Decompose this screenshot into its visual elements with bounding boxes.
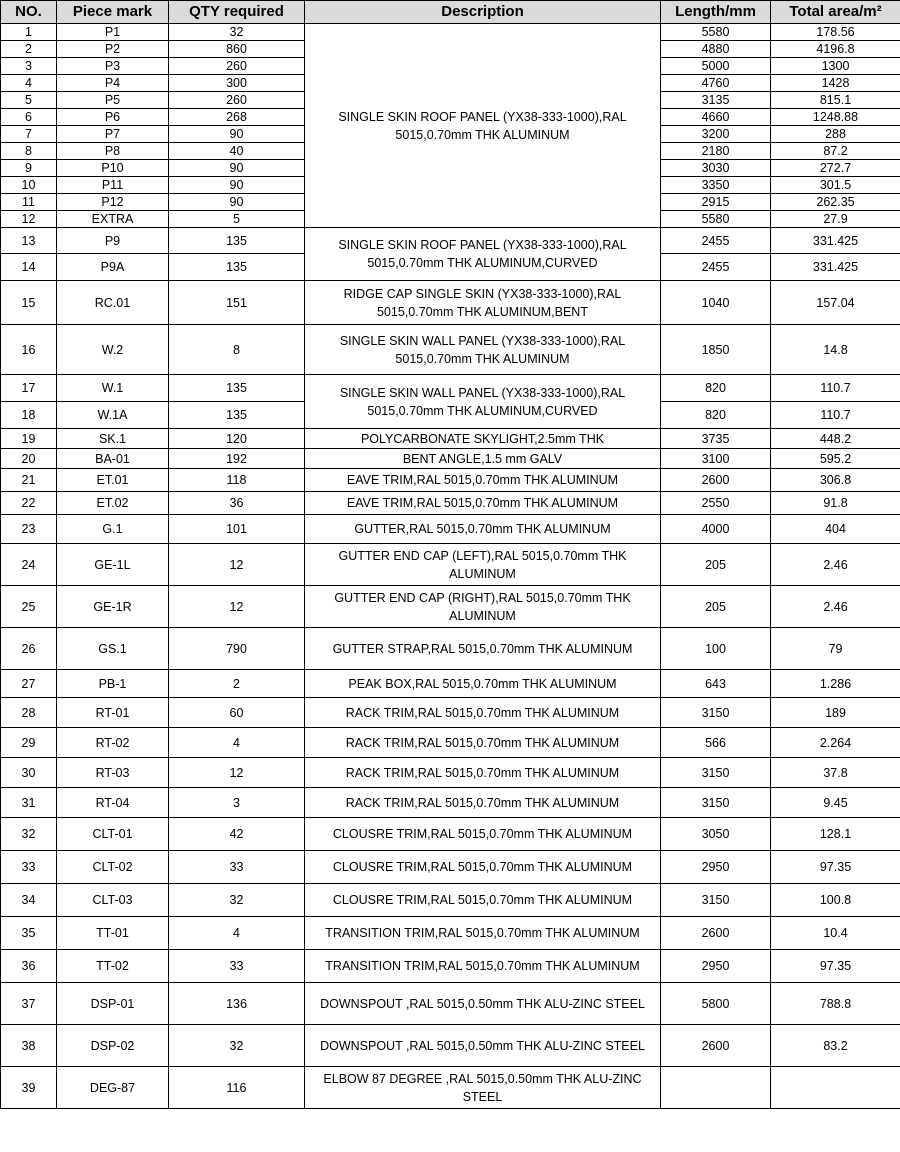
table-row [1,429,900,449]
cell-description: PEAK BOX,RAL 5015,0.70mm THK ALUMINUM [305,670,661,698]
cell-area: 2.46 [771,544,900,586]
cell-qty: 860 [169,41,305,58]
cell-description: RACK TRIM,RAL 5015,0.70mm THK ALUMINUM [305,788,661,818]
cell-piece-mark: P9A [57,254,169,281]
table-row [1,983,900,1025]
cell-qty: 8 [169,325,305,375]
cell-area: 448.2 [771,429,900,449]
cell-no: 34 [1,884,57,917]
cell-qty: 135 [169,228,305,254]
cell-qty: 101 [169,515,305,544]
cell-piece-mark: P10 [57,160,169,177]
cell-piece-mark: G.1 [57,515,169,544]
cell-length: 2600 [661,469,771,492]
cell-qty: 12 [169,586,305,628]
cell-area: 110.7 [771,375,900,402]
cell-qty: 90 [169,126,305,143]
cell-length: 2455 [661,254,771,281]
table-row [1,281,900,325]
cell-description: SINGLE SKIN ROOF PANEL (YX38-333-1000),RAL 5015,0.70mm THK ALUMINUM [305,24,661,228]
cell-description: CLOUSRE TRIM,RAL 5015,0.70mm THK ALUMINUM [305,851,661,884]
cell-piece-mark: RT-02 [57,728,169,758]
cell-length: 205 [661,586,771,628]
cell-qty: 60 [169,698,305,728]
cell-area: 1428 [771,75,900,92]
header-no: NO. [1,1,57,24]
cell-piece-mark: SK.1 [57,429,169,449]
cell-description: SINGLE SKIN WALL PANEL (YX38-333-1000),RAL 5015,0.70mm THK ALUMINUM,CURVED [305,375,661,429]
cell-qty: 136 [169,983,305,1025]
cell-piece-mark: P3 [57,58,169,75]
cell-piece-mark: P4 [57,75,169,92]
cell-qty: 32 [169,1025,305,1067]
cell-area: 1300 [771,58,900,75]
cell-piece-mark: RT-01 [57,698,169,728]
cell-no: 15 [1,281,57,325]
cell-qty: 40 [169,143,305,160]
cell-qty: 3 [169,788,305,818]
cell-no: 39 [1,1067,57,1109]
cell-piece-mark: P7 [57,126,169,143]
cell-qty: 116 [169,1067,305,1109]
cell-length: 2950 [661,851,771,884]
cell-no: 20 [1,449,57,469]
cell-piece-mark: PB-1 [57,670,169,698]
cell-no: 33 [1,851,57,884]
cell-area: 10.4 [771,917,900,950]
cell-piece-mark: RC.01 [57,281,169,325]
cell-no: 23 [1,515,57,544]
cell-no: 3 [1,58,57,75]
cell-piece-mark: DSP-01 [57,983,169,1025]
cell-description: CLOUSRE TRIM,RAL 5015,0.70mm THK ALUMINUM [305,818,661,851]
cell-qty: 4 [169,917,305,950]
cell-description: RIDGE CAP SINGLE SKIN (YX38-333-1000),RAL 5015,0.70mm THK ALUMINUM,BENT [305,281,661,325]
cell-length: 643 [661,670,771,698]
table-row [1,917,900,950]
table-row [1,851,900,884]
cell-piece-mark: P9 [57,228,169,254]
table-row [1,24,900,41]
cell-no: 4 [1,75,57,92]
cell-piece-mark: GE-1L [57,544,169,586]
cell-qty: 32 [169,884,305,917]
cell-area: 83.2 [771,1025,900,1067]
cell-piece-mark: CLT-03 [57,884,169,917]
cell-qty: 32 [169,24,305,41]
cell-qty: 118 [169,469,305,492]
cell-length: 2600 [661,1025,771,1067]
cell-piece-mark: P1 [57,24,169,41]
cell-piece-mark: P6 [57,109,169,126]
table-row [1,228,900,254]
cell-area: 91.8 [771,492,900,515]
cell-description: DOWNSPOUT ,RAL 5015,0.50mm THK ALU-ZINC STEEL [305,983,661,1025]
cell-area [771,1067,900,1109]
cell-length [661,1067,771,1109]
cell-length: 100 [661,628,771,670]
cell-area: 788.8 [771,983,900,1025]
cell-no: 30 [1,758,57,788]
cell-area: 815.1 [771,92,900,109]
cell-no: 17 [1,375,57,402]
cell-description: POLYCARBONATE SKYLIGHT,2.5mm THK [305,429,661,449]
cell-no: 18 [1,402,57,429]
cell-area: 1.286 [771,670,900,698]
cell-length: 4760 [661,75,771,92]
cell-area: 301.5 [771,177,900,194]
cell-description: SINGLE SKIN WALL PANEL (YX38-333-1000),RAL 5015,0.70mm THK ALUMINUM [305,325,661,375]
table-row [1,950,900,983]
cell-area: 110.7 [771,402,900,429]
cell-area: 331.425 [771,254,900,281]
table-row [1,375,900,402]
cell-no: 7 [1,126,57,143]
cell-length: 2950 [661,950,771,983]
cell-piece-mark: W.1 [57,375,169,402]
cell-area: 404 [771,515,900,544]
cell-area: 14.8 [771,325,900,375]
cell-area: 79 [771,628,900,670]
cell-description: GUTTER,RAL 5015,0.70mm THK ALUMINUM [305,515,661,544]
cell-length: 820 [661,375,771,402]
cell-no: 31 [1,788,57,818]
cell-no: 12 [1,211,57,228]
cell-no: 24 [1,544,57,586]
cell-piece-mark: P5 [57,92,169,109]
cell-description: EAVE TRIM,RAL 5015,0.70mm THK ALUMINUM [305,469,661,492]
cell-no: 37 [1,983,57,1025]
header-row [1,1,900,24]
cell-description: TRANSITION TRIM,RAL 5015,0.70mm THK ALUMINUM [305,950,661,983]
cell-description: GUTTER END CAP (LEFT),RAL 5015,0.70mm THK ALUMINUM [305,544,661,586]
cell-qty: 5 [169,211,305,228]
header-piece-mark: Piece mark [57,1,169,24]
cell-area: 4196.8 [771,41,900,58]
cell-area: 100.8 [771,884,900,917]
cell-area: 288 [771,126,900,143]
cell-no: 38 [1,1025,57,1067]
cell-piece-mark: CLT-02 [57,851,169,884]
cell-area: 178.56 [771,24,900,41]
table-row [1,586,900,628]
cell-qty: 300 [169,75,305,92]
cell-no: 16 [1,325,57,375]
cell-no: 1 [1,24,57,41]
cell-qty: 42 [169,818,305,851]
table-row [1,698,900,728]
cell-description: SINGLE SKIN ROOF PANEL (YX38-333-1000),RAL 5015,0.70mm THK ALUMINUM,CURVED [305,228,661,281]
cell-area: 27.9 [771,211,900,228]
cell-description: RACK TRIM,RAL 5015,0.70mm THK ALUMINUM [305,698,661,728]
cell-no: 11 [1,194,57,211]
table-row [1,758,900,788]
table-row [1,449,900,469]
cell-piece-mark: GS.1 [57,628,169,670]
cell-qty: 135 [169,402,305,429]
cell-no: 6 [1,109,57,126]
cell-length: 2600 [661,917,771,950]
cell-length: 5800 [661,983,771,1025]
cell-no: 35 [1,917,57,950]
cell-piece-mark: CLT-01 [57,818,169,851]
cell-qty: 120 [169,429,305,449]
cell-area: 97.35 [771,851,900,884]
cell-piece-mark: P8 [57,143,169,160]
cell-qty: 33 [169,950,305,983]
cell-qty: 151 [169,281,305,325]
cell-no: 2 [1,41,57,58]
cell-no: 28 [1,698,57,728]
cell-area: 87.2 [771,143,900,160]
header-area: Total area/m² [771,1,900,24]
cell-area: 9.45 [771,788,900,818]
cell-piece-mark: TT-02 [57,950,169,983]
cell-no: 26 [1,628,57,670]
cell-length: 3150 [661,788,771,818]
cell-description: EAVE TRIM,RAL 5015,0.70mm THK ALUMINUM [305,492,661,515]
cell-qty: 90 [169,160,305,177]
cell-qty: 135 [169,375,305,402]
cell-length: 4880 [661,41,771,58]
cell-no: 9 [1,160,57,177]
cell-length: 2455 [661,228,771,254]
cell-description: GUTTER STRAP,RAL 5015,0.70mm THK ALUMINUM [305,628,661,670]
cell-length: 3735 [661,429,771,449]
header-length: Length/mm [661,1,771,24]
cell-piece-mark: W.2 [57,325,169,375]
cell-no: 5 [1,92,57,109]
table-row [1,628,900,670]
cell-length: 566 [661,728,771,758]
cell-no: 13 [1,228,57,254]
cell-length: 4660 [661,109,771,126]
cell-length: 820 [661,402,771,429]
cell-area: 2.46 [771,586,900,628]
cell-qty: 2 [169,670,305,698]
cell-piece-mark: W.1A [57,402,169,429]
cell-piece-mark: EXTRA [57,211,169,228]
cell-piece-mark: P12 [57,194,169,211]
cell-description: CLOUSRE TRIM,RAL 5015,0.70mm THK ALUMINUM [305,884,661,917]
cell-length: 3200 [661,126,771,143]
table-row [1,670,900,698]
cell-description: BENT ANGLE,1.5 mm GALV [305,449,661,469]
cell-length: 4000 [661,515,771,544]
cell-description: DOWNSPOUT ,RAL 5015,0.50mm THK ALU-ZINC STEEL [305,1025,661,1067]
table-row [1,1025,900,1067]
cell-piece-mark: TT-01 [57,917,169,950]
cell-qty: 790 [169,628,305,670]
cell-length: 2550 [661,492,771,515]
cell-piece-mark: DEG-87 [57,1067,169,1109]
cell-length: 3150 [661,758,771,788]
cell-qty: 135 [169,254,305,281]
cell-length: 1040 [661,281,771,325]
table-row [1,884,900,917]
cell-piece-mark: P11 [57,177,169,194]
cell-description: RACK TRIM,RAL 5015,0.70mm THK ALUMINUM [305,728,661,758]
cell-piece-mark: RT-03 [57,758,169,788]
table-row [1,1067,900,1109]
cell-no: 21 [1,469,57,492]
cell-no: 36 [1,950,57,983]
cell-no: 19 [1,429,57,449]
header-description: Description [305,1,661,24]
cell-length: 3150 [661,884,771,917]
table-row [1,515,900,544]
header-qty: QTY required [169,1,305,24]
table-row [1,325,900,375]
cell-no: 10 [1,177,57,194]
cell-area: 262.35 [771,194,900,211]
cell-length: 1850 [661,325,771,375]
cell-piece-mark: BA-01 [57,449,169,469]
cell-qty: 33 [169,851,305,884]
cell-no: 29 [1,728,57,758]
cell-qty: 192 [169,449,305,469]
cell-no: 32 [1,818,57,851]
cell-qty: 268 [169,109,305,126]
cell-area: 595.2 [771,449,900,469]
cell-length: 2180 [661,143,771,160]
cell-no: 22 [1,492,57,515]
cell-qty: 4 [169,728,305,758]
table-row [1,818,900,851]
cell-no: 14 [1,254,57,281]
cell-no: 8 [1,143,57,160]
cell-qty: 12 [169,544,305,586]
cell-description: ELBOW 87 DEGREE ,RAL 5015,0.50mm THK ALU-ZINC STEEL [305,1067,661,1109]
cell-area: 331.425 [771,228,900,254]
cell-length: 5000 [661,58,771,75]
cell-description: GUTTER END CAP (RIGHT),RAL 5015,0.70mm THK ALUMINUM [305,586,661,628]
cell-area: 1248.88 [771,109,900,126]
cell-piece-mark: RT-04 [57,788,169,818]
cell-piece-mark: GE-1R [57,586,169,628]
cell-length: 205 [661,544,771,586]
cell-area: 128.1 [771,818,900,851]
cell-length: 3030 [661,160,771,177]
cell-area: 2.264 [771,728,900,758]
cell-area: 157.04 [771,281,900,325]
cell-length: 5580 [661,211,771,228]
cell-length: 5580 [661,24,771,41]
cell-length: 3100 [661,449,771,469]
cell-length: 3150 [661,698,771,728]
table-row [1,469,900,492]
cell-qty: 260 [169,92,305,109]
cell-qty: 260 [169,58,305,75]
cell-length: 2915 [661,194,771,211]
cell-piece-mark: ET.02 [57,492,169,515]
cell-no: 25 [1,586,57,628]
cell-piece-mark: P2 [57,41,169,58]
table-row [1,728,900,758]
cell-qty: 90 [169,177,305,194]
cell-piece-mark: ET.01 [57,469,169,492]
cell-piece-mark: DSP-02 [57,1025,169,1067]
table-row [1,544,900,586]
cell-area: 189 [771,698,900,728]
cell-area: 37.8 [771,758,900,788]
cell-length: 3135 [661,92,771,109]
cell-qty: 12 [169,758,305,788]
cell-qty: 36 [169,492,305,515]
cell-area: 306.8 [771,469,900,492]
cell-description: RACK TRIM,RAL 5015,0.70mm THK ALUMINUM [305,758,661,788]
cell-description: TRANSITION TRIM,RAL 5015,0.70mm THK ALUMINUM [305,917,661,950]
cell-area: 272.7 [771,160,900,177]
table-row [1,492,900,515]
cell-length: 3350 [661,177,771,194]
cell-area: 97.35 [771,950,900,983]
cell-length: 3050 [661,818,771,851]
table-row [1,788,900,818]
cell-no: 27 [1,670,57,698]
cell-qty: 90 [169,194,305,211]
